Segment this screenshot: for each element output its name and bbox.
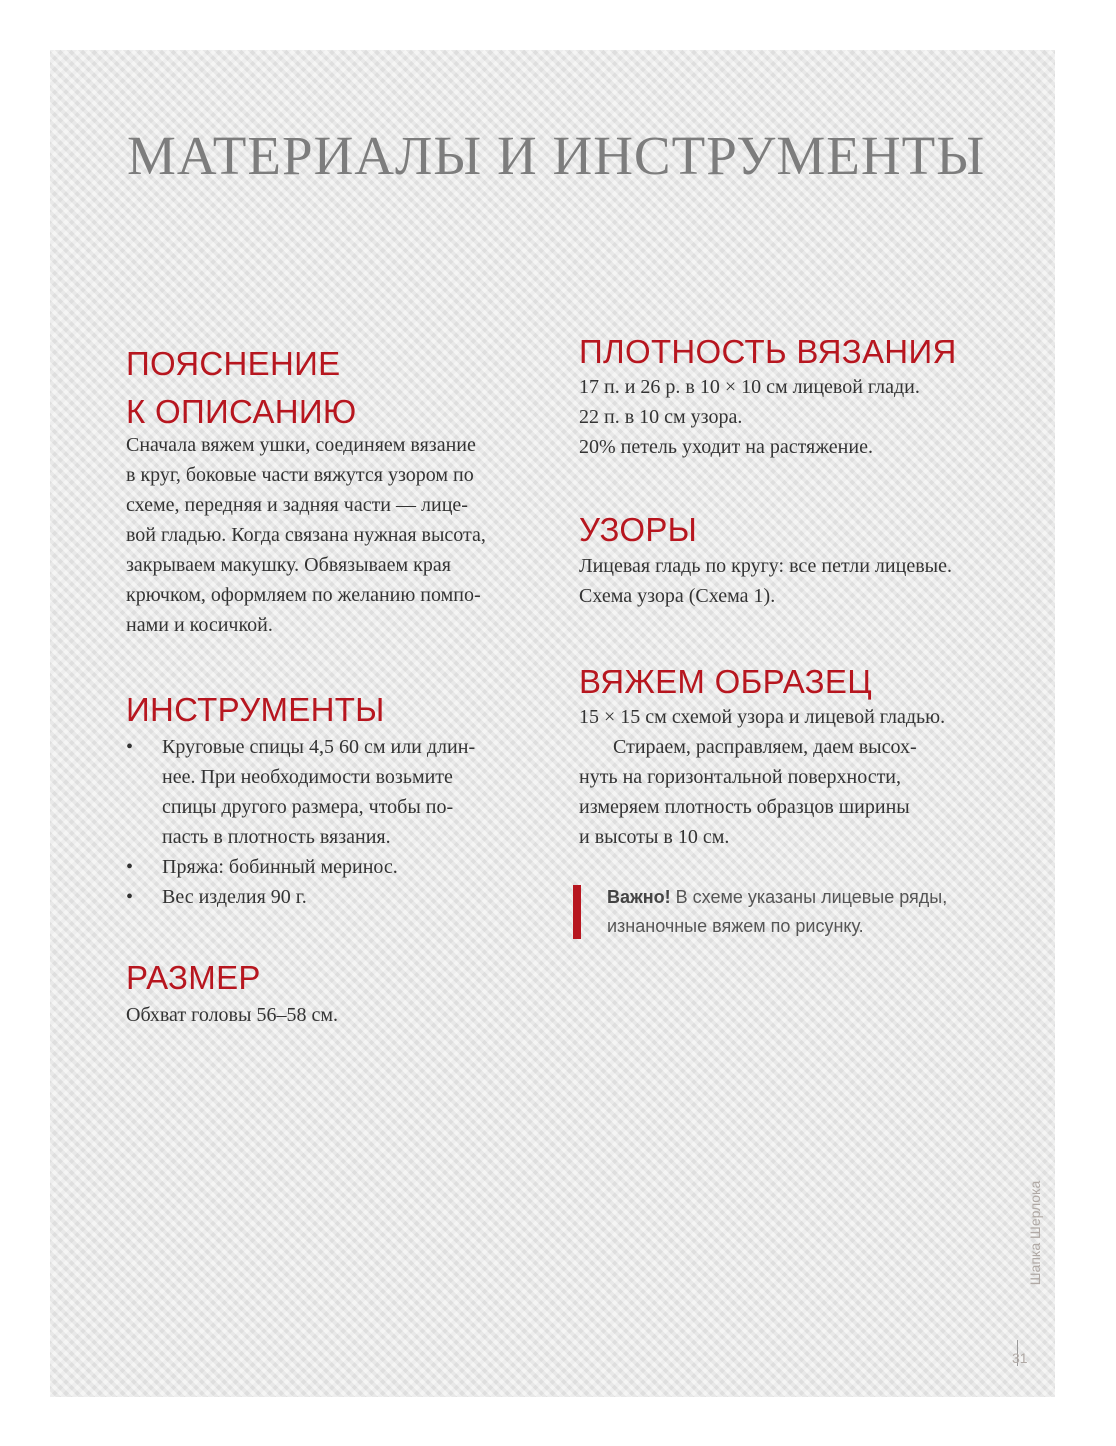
list-item bbox=[126, 852, 542, 882]
text-line: Вес изделия 90 г. bbox=[162, 886, 307, 908]
text-line: вой гладью. Когда связана нужная высота, bbox=[126, 524, 486, 546]
note-accent-bar bbox=[573, 885, 581, 939]
note-text bbox=[607, 883, 1027, 941]
page-title: МАТЕРИАЛЫ И ИНСТРУМЕНТЫ bbox=[127, 125, 986, 186]
text-line: Схема узора (Схема 1). bbox=[579, 585, 776, 607]
patterns-text bbox=[579, 551, 952, 611]
text-line: Стираем, расправляем, даем высох- bbox=[613, 736, 917, 758]
explanation-text bbox=[126, 430, 546, 640]
text-line: в круг, боковые части вяжутся узором по bbox=[126, 464, 474, 486]
explanation-heading-line: К ОПИСАНИЮ bbox=[126, 393, 357, 430]
page-number: 31 bbox=[1012, 1350, 1028, 1366]
text-line: схеме, передняя и задняя части — лице- bbox=[126, 494, 468, 516]
size-text bbox=[126, 1000, 338, 1030]
text-line: Круговые спицы 4,5 60 см или длин- bbox=[162, 736, 476, 758]
text-line: нами и косичкой. bbox=[126, 614, 273, 636]
swatch-text bbox=[579, 702, 945, 852]
section-title-text: Шапка Шерлока bbox=[1027, 1180, 1043, 1286]
text-line: крючком, оформляем по желанию помпо- bbox=[126, 584, 481, 606]
explanation-heading bbox=[126, 344, 357, 432]
note-line-rest: В схеме указаны лицевые ряды, bbox=[670, 887, 948, 907]
explanation-heading-line: ПОЯСНЕНИЕ bbox=[126, 345, 341, 382]
important-note bbox=[579, 883, 1019, 939]
patterns-heading: УЗОРЫ bbox=[579, 511, 698, 548]
text-line: пасть в плотность вязания. bbox=[162, 826, 391, 848]
bullet-icon: • bbox=[126, 886, 134, 908]
tools-heading: ИНСТРУМЕНТЫ bbox=[126, 691, 385, 728]
text-line: измеряем плотность образцов ширины bbox=[579, 796, 910, 818]
text-line: Обхват головы 56–58 см. bbox=[126, 1004, 338, 1026]
list-item bbox=[126, 882, 542, 912]
tools-list bbox=[126, 732, 542, 912]
page bbox=[50, 50, 1055, 1397]
note-line: изнаночные вяжем по рисунку. bbox=[607, 916, 864, 936]
text-line: закрываем макушку. Обвязываем края bbox=[126, 554, 451, 576]
text-line: Лицевая гладь по кругу: все петли лицевые. bbox=[579, 555, 952, 577]
gauge-text bbox=[579, 372, 920, 462]
swatch-heading: ВЯЖЕМ ОБРАЗЕЦ bbox=[579, 663, 872, 700]
text-line: 22 п. в 10 см узора. bbox=[579, 406, 743, 428]
bullet-icon: • bbox=[126, 736, 134, 758]
note-bold-label: Важно! bbox=[607, 887, 671, 907]
size-heading: РАЗМЕР bbox=[126, 959, 261, 996]
bullet-icon: • bbox=[126, 856, 134, 878]
text-line: нее. При необходимости возьмите bbox=[162, 766, 453, 788]
note-line bbox=[607, 883, 1027, 912]
text-line: спицы другого размера, чтобы по- bbox=[162, 796, 454, 818]
text-line: Пряжа: бобинный меринос. bbox=[162, 856, 398, 878]
text-line: 17 п. и 26 р. в 10 × 10 см лицевой глади. bbox=[579, 376, 920, 398]
text-line: нуть на горизонтальной поверхности, bbox=[579, 766, 902, 788]
text-line: 20% петель уходит на растяжение. bbox=[579, 436, 873, 458]
text-line: 15 × 15 см схемой узора и лицевой гладью. bbox=[579, 706, 946, 728]
running-section-title bbox=[1025, 1150, 1045, 1320]
text-line: и высоты в 10 см. bbox=[579, 826, 730, 848]
list-item bbox=[126, 732, 542, 852]
gauge-heading: ПЛОТНОСТЬ ВЯЗАНИЯ bbox=[579, 333, 957, 370]
text-line: Сначала вяжем ушки, соединяем вязание bbox=[126, 434, 476, 456]
